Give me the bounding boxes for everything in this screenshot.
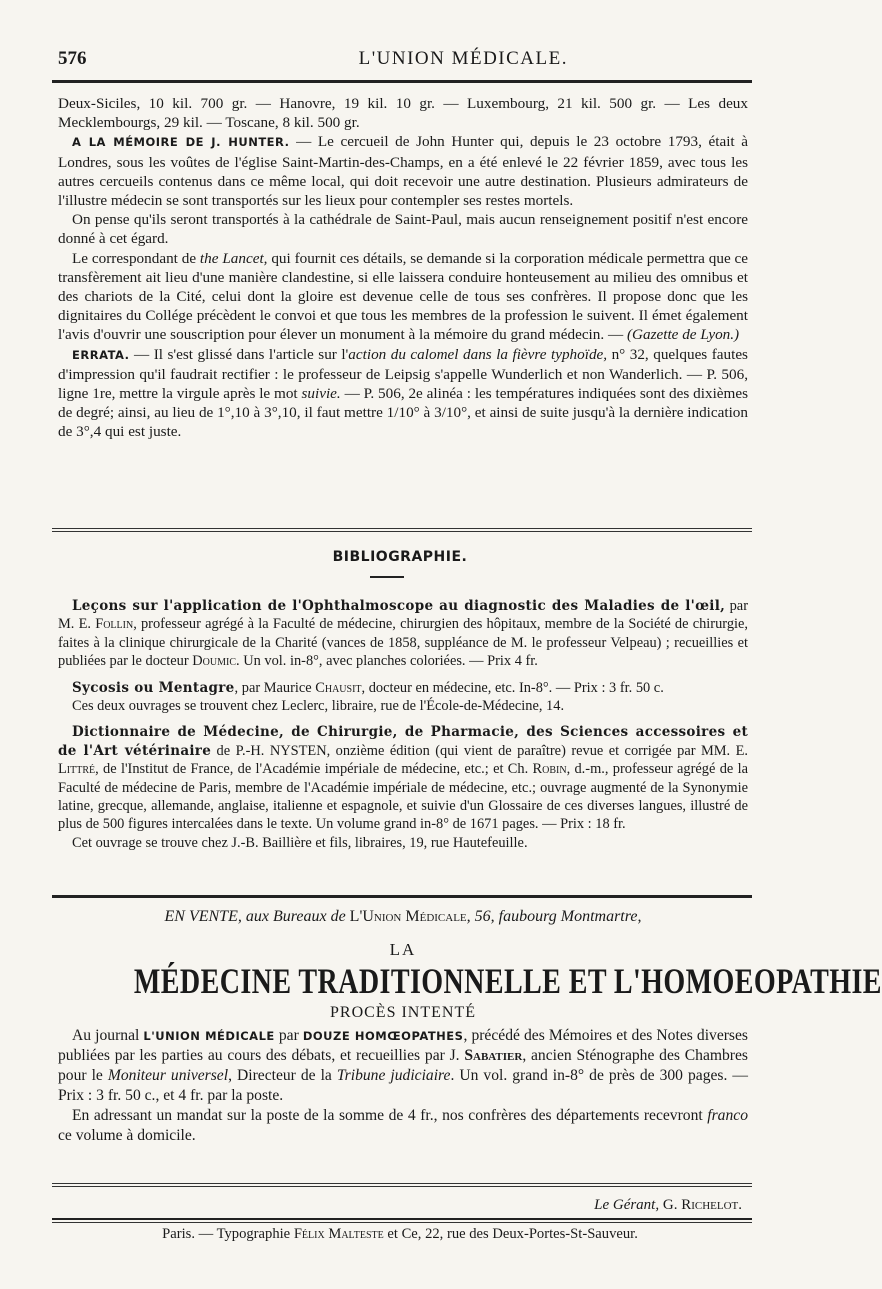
ad-p1-f: . Un vol. grand in-8° de près de 300 pages. — Prix : 3 fr. 50 c., et 4 fr. par la poste. <box>58 1067 748 1104</box>
section-rule-2 <box>52 531 752 532</box>
ad-p1-moniteur: Moniteur universel <box>107 1067 229 1084</box>
gerant-name: G. Richelot. <box>659 1197 742 1213</box>
lancet-text-b: qui fournit ces détails, se demande si la corporation médicale permettra que ce transfèrement ait lieu d'une manière clandestine, si elle laissera conduire honteusement au milieu des omnibus et des chariots de la Cité, celui dont la gloire est devenue celle de tous ses confrères. Il propose donc que les dignitaires du Collége précèdent le convoi et que tous les membres de la profession le suivent. Il émet également l'avis d'ouvrir une souscription pour élever un monument à la mémoire du grand médecin. — <box>58 249 749 344</box>
ad-paragraph-2 <box>58 1106 748 1146</box>
entry-sycosis <box>58 679 748 697</box>
paragraph-lancet <box>58 249 748 345</box>
gerant-rule-1 <box>52 1183 752 1184</box>
errata-heading: ERRATA. <box>72 347 130 362</box>
ad-p1-c: , précédé des Mémoires et des Notes diverses publiées par les parties au cours des débats, et recueillies par J. <box>58 1027 748 1064</box>
ad-p1-d: , ancien Sténographe des Chambres pour le <box>58 1047 748 1084</box>
ad-p1-tribune: Tribune judiciaire <box>336 1067 451 1084</box>
lancet-title: the Lancet, <box>199 249 268 267</box>
errata-suivie: suivie. <box>301 385 341 403</box>
errata-article: action du calomel dans la fièvre typhoïde, <box>348 345 608 363</box>
lancet-text-a: Le correspondant de <box>72 249 200 267</box>
ad-p2-a: En adressant un mandat sur la poste de la somme de 4 fr., nos confrères des départements recevront <box>72 1107 708 1124</box>
en-vente-line <box>58 908 748 926</box>
entry-sycosis-b: , docteur en médecine, etc. In-8°. — Prix : 3 fr. 50 c. <box>361 679 664 696</box>
entry-sycosis-a: , par Maurice <box>234 679 316 696</box>
entry-ophthalmoscope <box>58 597 748 671</box>
entry-dictionnaire-a: de P.-H. NYSTEN, onzième édition (qui vient de paraître) revue et corrigée par MM. E. <box>211 742 748 759</box>
news-section <box>58 94 748 442</box>
advertisement <box>58 908 882 1146</box>
page-header <box>58 42 748 76</box>
entry-ophthalmoscope-b: , professeur agrégé à la Faculté de médecine, chirurgien des hôpitaux, membre de la Société de chirurgie, faites à la clinique chirurgicale de la Charité (vances de 1858, suppléance de M. le professeur Velpeau) ; recueillies et publiées par le docteur <box>58 616 748 670</box>
entry-ophthalmoscope-title: Leçons sur l'application de l'Ophthalmoscope au diagnostic des Maladies de l'œil, <box>72 598 726 614</box>
bibliographie-title: BIBLIOGRAPHIE. <box>332 549 468 565</box>
ad-p2-b: ce volume à domicile. <box>58 1127 196 1144</box>
entry-dictionnaire-robin: Robin <box>532 761 567 778</box>
ad-p1-journal: L'UNION MÉDICALE <box>143 1029 275 1043</box>
entry-ophthalmoscope-c: . Un vol. in-8°, avec planches coloriées. — Prix 4 fr. <box>236 653 538 670</box>
footer-rule-1 <box>52 1218 752 1220</box>
ad-p1-a: Au journal <box>72 1027 144 1044</box>
en-vente-journal: L'Union Médicale <box>349 908 467 925</box>
ad-paragraph-1 <box>58 1026 748 1106</box>
hunter-text: — Le cercueil de John Hunter qui, depuis le 23 octobre 1793, était à Londres, sous les voûtes de l'église Saint-Martin-des-Champs, en a été enlevé le 22 février 1859, avec tous les autres cercueils contenus dans ce même local, qui doit recevoir une autre destination. Plusieurs admirateurs de l'illustre médecin se sont transportés sur les lieux pour contempler ses restes mortels. <box>58 133 748 210</box>
hunter-heading: A LA MÉMOIRE DE J. HUNTER. <box>72 135 290 150</box>
footer-a: Paris. — Typographie <box>162 1226 294 1242</box>
errata-text-a: — Il s'est glissé dans l'article sur l' <box>129 345 349 363</box>
errata-text-b: n° 32, quelques fautes d'impression qu'il faudrait rectifier : le professeur de Leipsig s'appelle Wunderlich et non Wanderlich. — P. 506, ligne 1re, mettre la virgule après le mot <box>58 345 748 403</box>
gerant-label: Le Gérant, <box>594 1197 660 1213</box>
en-vente-a: EN VENTE, aux Bureaux de <box>164 908 350 925</box>
entry-dictionnaire-littre: Littré <box>58 761 96 778</box>
section-rule-1 <box>52 528 752 529</box>
lancet-source: (Gazette de Lyon.) <box>626 326 740 344</box>
en-vente-c: , 56, faubourg Montmartre, <box>466 908 642 925</box>
page-number: 576 <box>58 48 87 69</box>
entry-leclerc-note: Ces deux ouvrages se trouvent chez Leclerc, libraire, rue de l'École-de-Médecine, 14. <box>72 698 565 715</box>
footer-b: et Ce, 22, rue des Deux-Portes-St-Sauveur. <box>383 1226 638 1242</box>
ad-proces: PROCÈS INTENTÉ <box>330 1004 476 1021</box>
ad-rule-top <box>52 895 752 898</box>
ad-p1-e: , Directeur de la <box>228 1067 337 1084</box>
entry-ophthalmoscope-editor: Doumic <box>192 653 236 670</box>
entry-dictionnaire <box>58 723 748 833</box>
gerant-rule-2 <box>52 1186 752 1187</box>
entry-dictionnaire-c: , d.-m., professeur agrégé de la Faculté de médecine de Paris, membre de l'Académie impériale de médecine, etc.; ouvrage augmenté de la Synonymie latine, grecque, allemande, anglaise, italienne et espagnole, et suivie d'un Glossaire de ces diverses langues, illustré de plus de 500 figures intercalées dans le texte. Un volume grand in-8° de 1671 pages. — Prix : 18 fr. <box>58 761 749 833</box>
entry-sycosis-author: Chausit <box>315 679 362 696</box>
ad-p1-b: par <box>274 1027 303 1044</box>
header-rule <box>52 80 752 83</box>
entry-dictionnaire-b: , de l'Institut de France, de l'Académie impériale de médecine, etc.; et Ch. <box>95 761 533 778</box>
entry-bailliere-note: Cet ouvrage se trouve chez J.-B. Baillière et fils, libraires, 19, rue Hautefeuille. <box>72 834 528 851</box>
entry-sycosis-title: Sycosis ou Mentagre <box>72 679 235 696</box>
ad-p1-sabatier: Sabatier <box>464 1047 523 1064</box>
footer-rule-2 <box>52 1222 752 1223</box>
paragraph-errata <box>58 345 748 442</box>
entry-dictionnaire-title: Dictionnaire de Médecine, de Chirurgie, de Pharmacie, des Sciences accessoires et de l'Art vétérinaire <box>58 724 748 759</box>
paragraph-weights: Deux-Siciles, 10 kil. 700 gr. — Hanovre, 19 kil. 10 gr. — Luxembourg, 21 kil. 500 gr. — Les deux Mecklembourgs, 29 kil. — Toscane, 8 kil. 500 gr. <box>58 95 748 132</box>
ad-p1-douze: DOUZE HOMŒOPATHES <box>302 1029 464 1043</box>
printer-footer <box>0 1226 800 1243</box>
bibliographie-section <box>58 597 748 852</box>
entry-ophthalmoscope-a: par M. E. <box>58 598 748 633</box>
ad-p2-franco: franco <box>707 1107 748 1124</box>
entry-ophthalmoscope-author: Follin <box>95 616 134 633</box>
gerant-signature <box>594 1197 742 1214</box>
ad-main-title: MÉDECINE TRADITIONNELLE ET L'HOMOEOPATHIE <box>133 961 882 1001</box>
running-title: L'UNION MÉDICALE. <box>358 48 568 69</box>
ad-la: LA <box>389 940 417 959</box>
bibliographie-underline <box>370 576 404 578</box>
paragraph-saint-paul: On pense qu'ils seront transportés à la cathédrale de Saint-Paul, mais aucun renseignement positif n'est encore donné à cet égard. <box>58 211 748 248</box>
paragraph-hunter <box>58 132 748 210</box>
footer-printer: Félix Malteste <box>293 1226 384 1242</box>
errata-text-c: — P. 506, 2e alinéa : les températures indiquées sont des dixièmes de degré; ainsi, au lieu de 1°,10 à 3°,10, il faut mettre 1/10° à 3/10°, et ainsi de suite jusqu'à la dernière indication de 3°,4 qui est juste. <box>58 385 748 441</box>
